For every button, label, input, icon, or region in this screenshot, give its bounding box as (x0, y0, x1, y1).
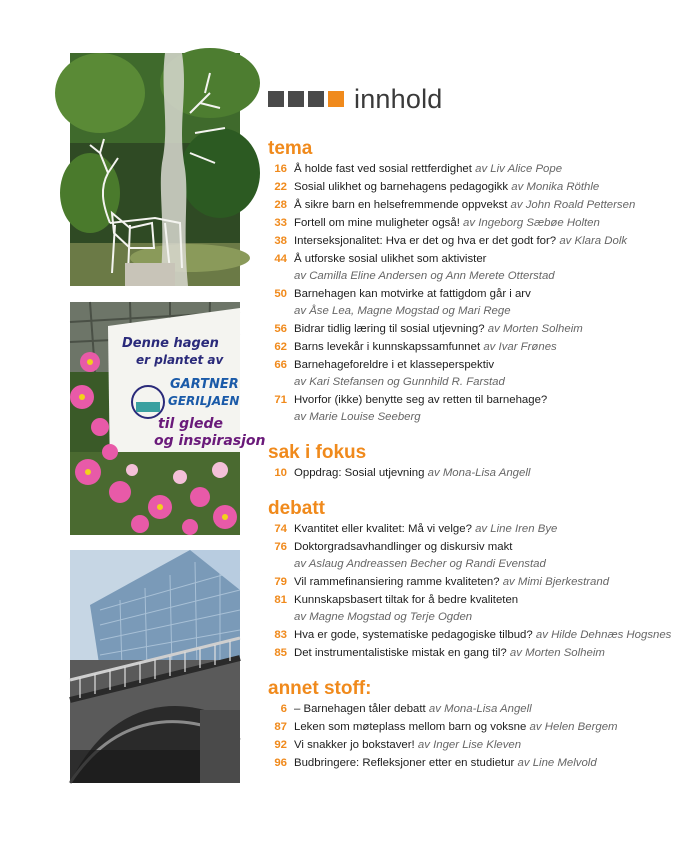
photo-bridge (70, 550, 240, 783)
page-number: 28 (274, 199, 287, 211)
article-title: Det instrumentalistiske mistak en gang til? (294, 647, 507, 659)
article-title: Å holde fast ved sosial rettferdighet (294, 163, 472, 175)
toc-entry[interactable] (268, 718, 688, 736)
article-byline: av Marie Louise Seeberg (294, 411, 421, 423)
header-square-accent (328, 91, 344, 107)
article-title: Kunnskapsbasert tiltak for å bedre kvaliteten (294, 594, 519, 606)
photo-deer-sculpture (70, 53, 240, 286)
section-title: debatt (268, 498, 325, 519)
page-number: 87 (274, 721, 287, 733)
header-square-3 (308, 91, 324, 107)
article-title: Å utforske sosial ulikhet som aktivister (294, 253, 487, 265)
toc-entry[interactable] (268, 285, 688, 320)
page-number: 74 (274, 523, 287, 535)
article-author: av Mimi Bjerkestrand (502, 576, 610, 588)
article-byline: av Aslaug Andreassen Becher og Randi Evenstad (294, 558, 546, 570)
article-title: – Barnehagen tåler debatt (294, 703, 426, 715)
sign-line-2: er plantet av (136, 353, 224, 367)
toc-entry[interactable] (268, 391, 688, 426)
page-title: innhold (354, 84, 443, 114)
page-number: 92 (274, 739, 287, 751)
article-author: av Helen Bergem (529, 721, 618, 733)
article-author: av Ivar Frønes (483, 341, 557, 353)
toc-entry[interactable] (268, 700, 688, 718)
page-number: 22 (274, 181, 287, 193)
section-title: tema (268, 138, 313, 159)
sign-line-4: GERILJAEN (168, 394, 240, 408)
page-number: 33 (274, 217, 287, 229)
page-number: 62 (274, 341, 287, 353)
toc-entry[interactable] (268, 250, 688, 285)
sign-line-1: Denne hagen (122, 336, 219, 351)
article-author: av Ingeborg Sæbøe Holten (463, 217, 600, 229)
toc-entry[interactable] (268, 538, 688, 573)
page-number: 6 (280, 703, 287, 715)
toc-entry[interactable] (268, 591, 688, 626)
page-number: 71 (274, 394, 287, 406)
article-title: Budbringere: Refleksjoner etter en studietur (294, 757, 515, 769)
toc-entry[interactable] (268, 644, 688, 662)
page-number: 76 (274, 541, 287, 553)
article-title: Vi snakker jo bokstaver! (294, 739, 415, 751)
toc-entry[interactable] (268, 626, 688, 644)
article-title: Hvorfor (ikke) benytte seg av retten til barnehage? (294, 394, 548, 406)
page-number: 83 (274, 629, 287, 641)
toc-entry[interactable] (268, 338, 688, 356)
article-title: Vil rammefinansiering ramme kvaliteten? (294, 576, 500, 588)
article-author: av Monika Röthle (511, 181, 600, 193)
article-byline: av Camilla Eline Andersen og Ann Merete Otterstad (294, 270, 555, 282)
toc-entry[interactable] (268, 464, 688, 482)
toc-entry[interactable] (268, 573, 688, 591)
sign-line-5: til glede (158, 416, 223, 432)
article-byline: av Magne Mogstad og Terje Ogden (294, 611, 473, 623)
page-number: 44 (274, 253, 287, 265)
article-title: Barnehageforeldre i et klasseperspektiv (294, 359, 495, 371)
toc-entry[interactable] (268, 754, 688, 772)
page-number: 16 (274, 163, 287, 175)
article-author: av Morten Solheim (509, 647, 605, 659)
section-title: sak i fokus (268, 442, 367, 463)
toc-entry[interactable] (268, 214, 688, 232)
article-title: Barnehagen kan motvirke at fattigdom går i arv (294, 288, 531, 300)
sign-line-6: og inspirasjon (154, 433, 266, 449)
page-number: 66 (274, 359, 287, 371)
toc-entry[interactable] (268, 232, 688, 250)
page-number: 81 (274, 594, 287, 606)
article-title: Bidrar tidlig læring til sosial utjevning? (294, 323, 485, 335)
article-title: Doktorgradsavhandlinger og diskursiv makt (294, 541, 513, 553)
article-title: Leken som møteplass mellom barn og voksne (294, 721, 527, 733)
article-title: Barns levekår i kunnskapssamfunnet (294, 341, 481, 353)
article-author: av Mona-Lisa Angell (428, 703, 532, 715)
toc-entry[interactable] (268, 160, 688, 178)
article-author: av Mona-Lisa Angell (427, 467, 531, 479)
article-author: av John Roald Pettersen (510, 199, 636, 211)
article-author: av Liv Alice Pope (475, 163, 563, 175)
page-number: 56 (274, 323, 287, 335)
toc-entry[interactable] (268, 320, 688, 338)
toc-section (268, 678, 688, 772)
article-title: Hva er gode, systematiske pedagogiske tilbud? (294, 629, 533, 641)
page-number: 10 (274, 467, 287, 479)
article-author: av Morten Solheim (487, 323, 583, 335)
article-author: av Hilde Dehnæs Hogsnes (535, 629, 672, 641)
toc-entry[interactable] (268, 736, 688, 754)
header-square-2 (288, 91, 304, 107)
toc-entry[interactable] (268, 178, 688, 196)
article-author: av Inger Lise Kleven (417, 739, 522, 751)
article-byline: av Åse Lea, Magne Mogstad og Mari Rege (294, 305, 511, 317)
article-title: Sosial ulikhet og barnehagens pedagogikk (294, 181, 509, 193)
toc-section (268, 442, 688, 482)
page-number: 96 (274, 757, 287, 769)
sign-line-3: GARTNER (170, 377, 239, 392)
table-of-contents (268, 138, 688, 788)
toc-entry[interactable] (268, 520, 688, 538)
page-header (268, 84, 442, 114)
toc-section (268, 498, 688, 662)
page-number: 38 (274, 235, 287, 247)
article-title: Interseksjonalitet: Hva er det og hva er det godt for? (294, 235, 557, 247)
page-number: 79 (274, 576, 287, 588)
article-title: Fortell om mine muligheter også! (294, 217, 460, 229)
toc-entry[interactable] (268, 356, 688, 391)
article-title: Å sikre barn en helsefremmende oppvekst (294, 199, 508, 211)
toc-section (268, 138, 688, 426)
page-number: 85 (274, 647, 287, 659)
article-title: Oppdrag: Sosial utjevning (294, 467, 425, 479)
article-author: av Klara Dolk (559, 235, 628, 247)
article-author: av Line Iren Bye (475, 523, 558, 535)
article-title: Kvantitet eller kvalitet: Må vi velge? (294, 523, 472, 535)
article-byline: av Kari Stefansen og Gunnhild R. Farstad (294, 376, 505, 388)
toc-entry[interactable] (268, 196, 688, 214)
header-square-1 (268, 91, 284, 107)
article-author: av Line Melvold (517, 757, 597, 769)
page-number: 50 (274, 288, 287, 300)
photo-garden-sign (70, 302, 266, 535)
section-title: annet stoff: (268, 678, 372, 699)
